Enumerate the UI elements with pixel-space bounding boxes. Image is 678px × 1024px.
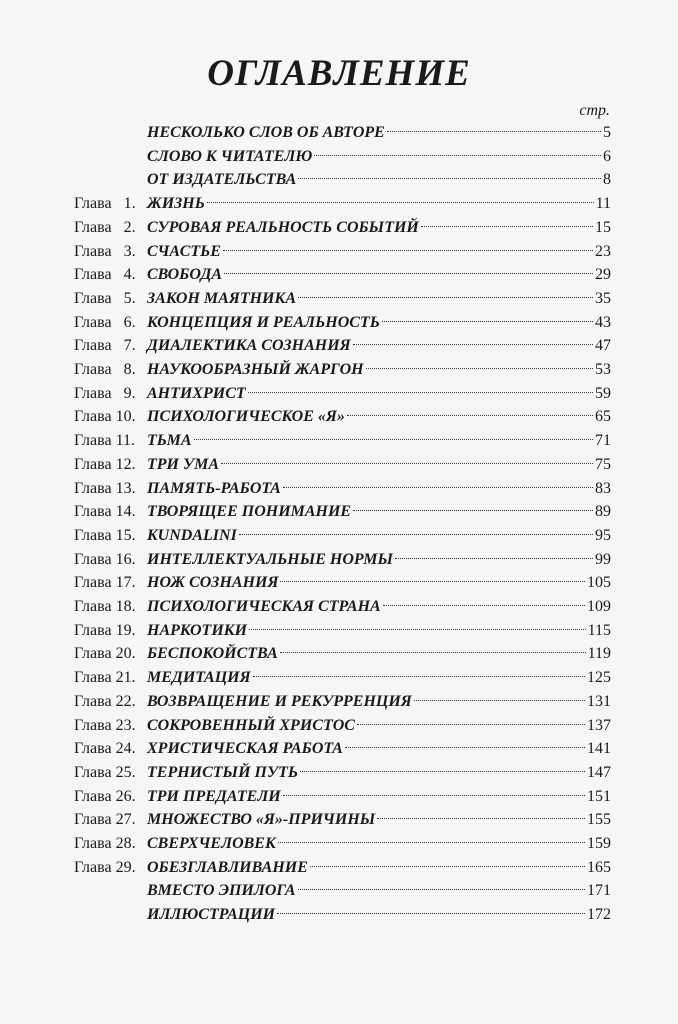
dot-leader — [310, 865, 585, 867]
toc-entry — [0, 666, 678, 690]
toc-entry — [0, 121, 678, 145]
chapter-title: ПСИХОЛОГИЧЕСКАЯ СТРАНА — [147, 598, 381, 615]
chapter-title: ХРИСТИЧЕСКАЯ РАБОТА — [147, 740, 343, 758]
page-number: 125 — [587, 669, 611, 687]
chapter-title: ТВОРЯЩЕЕ ПОНИМАНИЕ — [147, 503, 352, 521]
chapter-number: Глава 28. — [74, 835, 136, 852]
toc-entry-line — [147, 121, 611, 145]
chapter-number: Глава 11. — [74, 432, 135, 450]
chapter-title: БЕСПОКОЙСТВА — [147, 645, 278, 663]
toc-entry-line — [147, 856, 611, 880]
chapter-title: МЕДИТАЦИЯ — [147, 669, 251, 687]
page-number: 29 — [595, 266, 611, 284]
chapter-title: ИНТЕЛЛЕКТУАЛЬНЫЕ НОРМЫ — [147, 550, 394, 568]
dot-leader — [283, 794, 585, 796]
toc-entry-line — [147, 287, 611, 311]
toc-entry — [0, 405, 678, 429]
page-number: 131 — [587, 692, 611, 710]
toc-entry-line — [147, 619, 611, 643]
page-number: 89 — [595, 503, 611, 521]
chapter-number: Глава 22. — [74, 692, 136, 710]
page-number: 172 — [587, 906, 611, 924]
page-number: 119 — [587, 645, 611, 663]
chapter-number: Глава 29. — [74, 858, 136, 876]
toc-entry — [0, 879, 678, 903]
toc-entry-line — [147, 192, 611, 216]
toc-entry — [0, 216, 678, 240]
dot-leader — [314, 154, 601, 156]
chapter-number: Глава 18. — [74, 598, 136, 615]
page-number: 6 — [603, 147, 611, 165]
dot-leader — [224, 272, 593, 274]
page-number: 147 — [587, 763, 611, 781]
toc-entry — [0, 832, 678, 856]
page-number: 8 — [603, 171, 611, 189]
chapter-title: ИЛЛЮСТРАЦИИ — [147, 906, 276, 924]
dot-leader — [277, 912, 585, 914]
toc-entry-line — [147, 761, 611, 785]
dot-leader — [377, 817, 585, 819]
toc-entry — [0, 192, 678, 216]
toc-entry — [0, 287, 678, 311]
dot-leader — [298, 888, 585, 890]
chapter-number: Глава 2. — [74, 218, 136, 236]
chapter-title: ОТ ИЗДАТЕЛЬСТВА — [147, 171, 297, 189]
page-number: 11 — [595, 195, 611, 213]
page-number: 23 — [595, 242, 611, 260]
toc-entry — [0, 785, 678, 809]
chapter-number: Глава 17. — [74, 574, 136, 592]
toc-entry-line — [147, 666, 611, 690]
dot-leader — [347, 414, 593, 416]
toc-entry-line — [147, 334, 611, 358]
page-number: 159 — [587, 835, 611, 852]
toc-entry — [0, 595, 678, 619]
page-number: 35 — [595, 289, 611, 307]
dot-leader — [383, 604, 585, 606]
page-number: 105 — [587, 574, 611, 592]
chapter-number: Глава 6. — [74, 313, 136, 331]
chapter-number: Глава 13. — [74, 479, 136, 497]
toc-entry-line — [147, 500, 611, 524]
dot-leader — [223, 249, 593, 251]
dot-leader — [249, 628, 586, 630]
dot-leader — [345, 746, 585, 748]
toc-entry-line — [147, 832, 611, 856]
chapter-number: Глава 24. — [74, 740, 136, 758]
toc-entry-line — [147, 240, 611, 264]
chapter-title: ОБЕЗГЛАВЛИВАНИЕ — [147, 858, 308, 876]
page-number: 137 — [587, 716, 611, 734]
dot-leader — [221, 462, 593, 464]
toc-entry — [0, 761, 678, 785]
chapter-title: СЛОВО К ЧИТАТЕЛЮ — [147, 147, 313, 165]
toc-entry-line — [147, 429, 611, 453]
page-number: 171 — [587, 882, 611, 900]
dot-leader — [357, 723, 585, 725]
toc-entry-line — [147, 879, 611, 903]
toc-entry — [0, 429, 678, 453]
dot-leader — [414, 699, 585, 701]
toc-entry — [0, 240, 678, 264]
chapter-number: Глава 12. — [74, 455, 136, 473]
chapter-number: Глава 19. — [74, 621, 136, 639]
toc-entry — [0, 358, 678, 382]
toc-entry — [0, 168, 678, 192]
chapter-title: ДИАЛЕКТИКА СОЗНАНИЯ — [147, 337, 351, 355]
toc-entry-line — [147, 382, 611, 406]
chapter-title: ТЕРНИСТЫЙ ПУТЬ — [147, 763, 298, 781]
page-number: 95 — [595, 526, 611, 544]
chapter-number: Глава 9. — [74, 384, 136, 402]
dot-leader — [421, 225, 593, 227]
chapter-title: НОЖ СОЗНАНИЯ — [147, 574, 279, 592]
toc-entry — [0, 856, 678, 880]
chapter-number: Глава 26. — [74, 787, 136, 805]
chapter-number: Глава 14. — [74, 503, 136, 521]
chapter-title: МНОЖЕСТВО «Я»-ПРИЧИНЫ — [147, 811, 376, 829]
dot-leader — [280, 580, 585, 582]
chapter-title: НАРКОТИКИ — [147, 621, 248, 639]
chapter-title: ЖИЗНЬ — [147, 195, 205, 213]
dot-leader — [194, 438, 594, 440]
page-number: 65 — [595, 408, 611, 426]
toc-entry-line — [147, 642, 611, 666]
page-number: 151 — [587, 787, 611, 805]
page-number: 47 — [595, 337, 611, 355]
toc-entry-line — [147, 263, 611, 287]
toc-entry — [0, 500, 678, 524]
dot-leader — [382, 320, 593, 322]
chapter-number: Глава 3. — [74, 242, 136, 260]
page-number: 99 — [595, 550, 611, 568]
dot-leader — [353, 509, 593, 511]
dot-leader — [298, 296, 593, 298]
page-number: 43 — [595, 313, 611, 331]
chapter-number: Глава 20. — [74, 645, 136, 663]
page-title: ОГЛАВЛЕНИЕ — [207, 53, 471, 94]
chapter-number: Глава 7. — [74, 337, 136, 355]
chapter-title: KUNDALINI — [147, 526, 237, 544]
toc-entry — [0, 334, 678, 358]
dot-leader — [207, 201, 594, 203]
toc-entry-line — [147, 808, 611, 832]
page-number: 83 — [595, 479, 611, 497]
chapter-number: Глава 27. — [74, 811, 136, 829]
toc-entry-line — [147, 311, 611, 335]
toc-entry-line — [147, 145, 611, 169]
chapter-title: ВМЕСТО ЭПИЛОГА — [147, 882, 296, 900]
toc-entry — [0, 145, 678, 169]
page-number: 141 — [587, 740, 611, 758]
toc-entry-line — [147, 358, 611, 382]
chapter-title: СОКРОВЕННЫЙ ХРИСТОС — [147, 716, 355, 734]
toc-entry — [0, 808, 678, 832]
chapter-title: СЧАСТЬЕ — [147, 242, 221, 260]
chapter-title: НЕСКОЛЬКО СЛОВ ОБ АВТОРЕ — [147, 124, 385, 141]
page-number: 155 — [587, 811, 611, 829]
chapter-number: Глава 1. — [74, 195, 136, 213]
chapter-number: Глава 25. — [74, 763, 136, 781]
chapter-title: ПАМЯТЬ-РАБОТА — [147, 479, 281, 497]
chapter-title: ПСИХОЛОГИЧЕСКОЕ «Я» — [147, 408, 345, 426]
chapter-title: ТЬМА — [147, 432, 192, 450]
chapter-title: КОНЦЕПЦИЯ И РЕАЛЬНОСТЬ — [147, 313, 380, 331]
dot-leader — [239, 533, 593, 535]
chapter-title: СВОБОДА — [147, 266, 223, 284]
dot-leader — [298, 177, 601, 179]
toc-entry — [0, 548, 678, 572]
toc-entry — [0, 453, 678, 477]
page-number: 115 — [587, 621, 611, 639]
toc-entry — [0, 477, 678, 501]
chapter-number: Глава 10. — [74, 408, 136, 426]
chapter-number: Глава 21. — [74, 669, 136, 687]
page-number: 5 — [603, 124, 611, 141]
toc-entry — [0, 619, 678, 643]
toc-entry — [0, 690, 678, 714]
toc-entry-line — [147, 785, 611, 809]
toc-entry — [0, 311, 678, 335]
chapter-title: АНТИХРИСТ — [147, 384, 246, 402]
page-number: 59 — [595, 384, 611, 402]
toc-entry-line — [147, 903, 611, 927]
page-number: 53 — [595, 361, 611, 378]
chapter-number: Глава 16. — [74, 550, 136, 568]
toc-entry-line — [147, 690, 611, 714]
toc-entry-line — [147, 524, 611, 548]
toc-entry — [0, 642, 678, 666]
chapter-number: Глава 15. — [74, 526, 136, 544]
toc-entry-line — [147, 714, 611, 738]
dot-leader — [280, 651, 586, 653]
chapter-title: НАУКООБРАЗНЫЙ ЖАРГОН — [147, 361, 364, 378]
dot-leader — [300, 770, 585, 772]
chapter-number: Глава 8. — [74, 361, 136, 378]
dot-leader — [395, 557, 593, 559]
dot-leader — [253, 675, 585, 677]
page-number: 71 — [595, 432, 611, 450]
dot-leader — [387, 130, 601, 132]
toc-entry-line — [147, 477, 611, 501]
toc-entry — [0, 571, 678, 595]
dot-leader — [283, 486, 593, 488]
page-number: 165 — [587, 858, 611, 876]
toc-entry — [0, 524, 678, 548]
toc-entry — [0, 737, 678, 761]
toc-entry-line — [147, 216, 611, 240]
chapter-title: ВОЗВРАЩЕНИЕ И РЕКУРРЕНЦИЯ — [147, 692, 412, 710]
chapter-title: СУРОВАЯ РЕАЛЬНОСТЬ СОБЫТИЙ — [147, 218, 419, 236]
toc-entry-line — [147, 571, 611, 595]
chapter-title: ЗАКОН МАЯТНИКА — [147, 289, 297, 307]
chapter-title: СВЕРХЧЕЛОВЕК — [147, 835, 276, 852]
toc-entry-line — [147, 405, 611, 429]
page-number: 75 — [595, 455, 611, 473]
toc-entry — [0, 714, 678, 738]
chapter-number: Глава 23. — [74, 716, 136, 734]
dot-leader — [353, 343, 593, 345]
toc-entry — [0, 382, 678, 406]
chapter-title: ТРИ ПРЕДАТЕЛИ — [147, 787, 281, 805]
toc-entry — [0, 263, 678, 287]
dot-leader — [278, 841, 585, 843]
dot-leader — [366, 367, 593, 369]
chapter-number: Глава 4. — [74, 266, 136, 284]
chapter-number: Глава 5. — [74, 289, 136, 307]
toc-entry-line — [147, 453, 611, 477]
toc-entry — [0, 903, 678, 927]
toc-entry-line — [147, 737, 611, 761]
toc-entry-line — [147, 595, 611, 619]
toc-entry-line — [147, 548, 611, 572]
dot-leader — [248, 391, 593, 393]
chapter-title: ТРИ УМА — [147, 455, 220, 473]
toc-entry-line — [147, 168, 611, 192]
page-number: 15 — [595, 218, 611, 236]
page-number: 109 — [587, 598, 611, 615]
page-column-label: стр. — [579, 102, 610, 119]
